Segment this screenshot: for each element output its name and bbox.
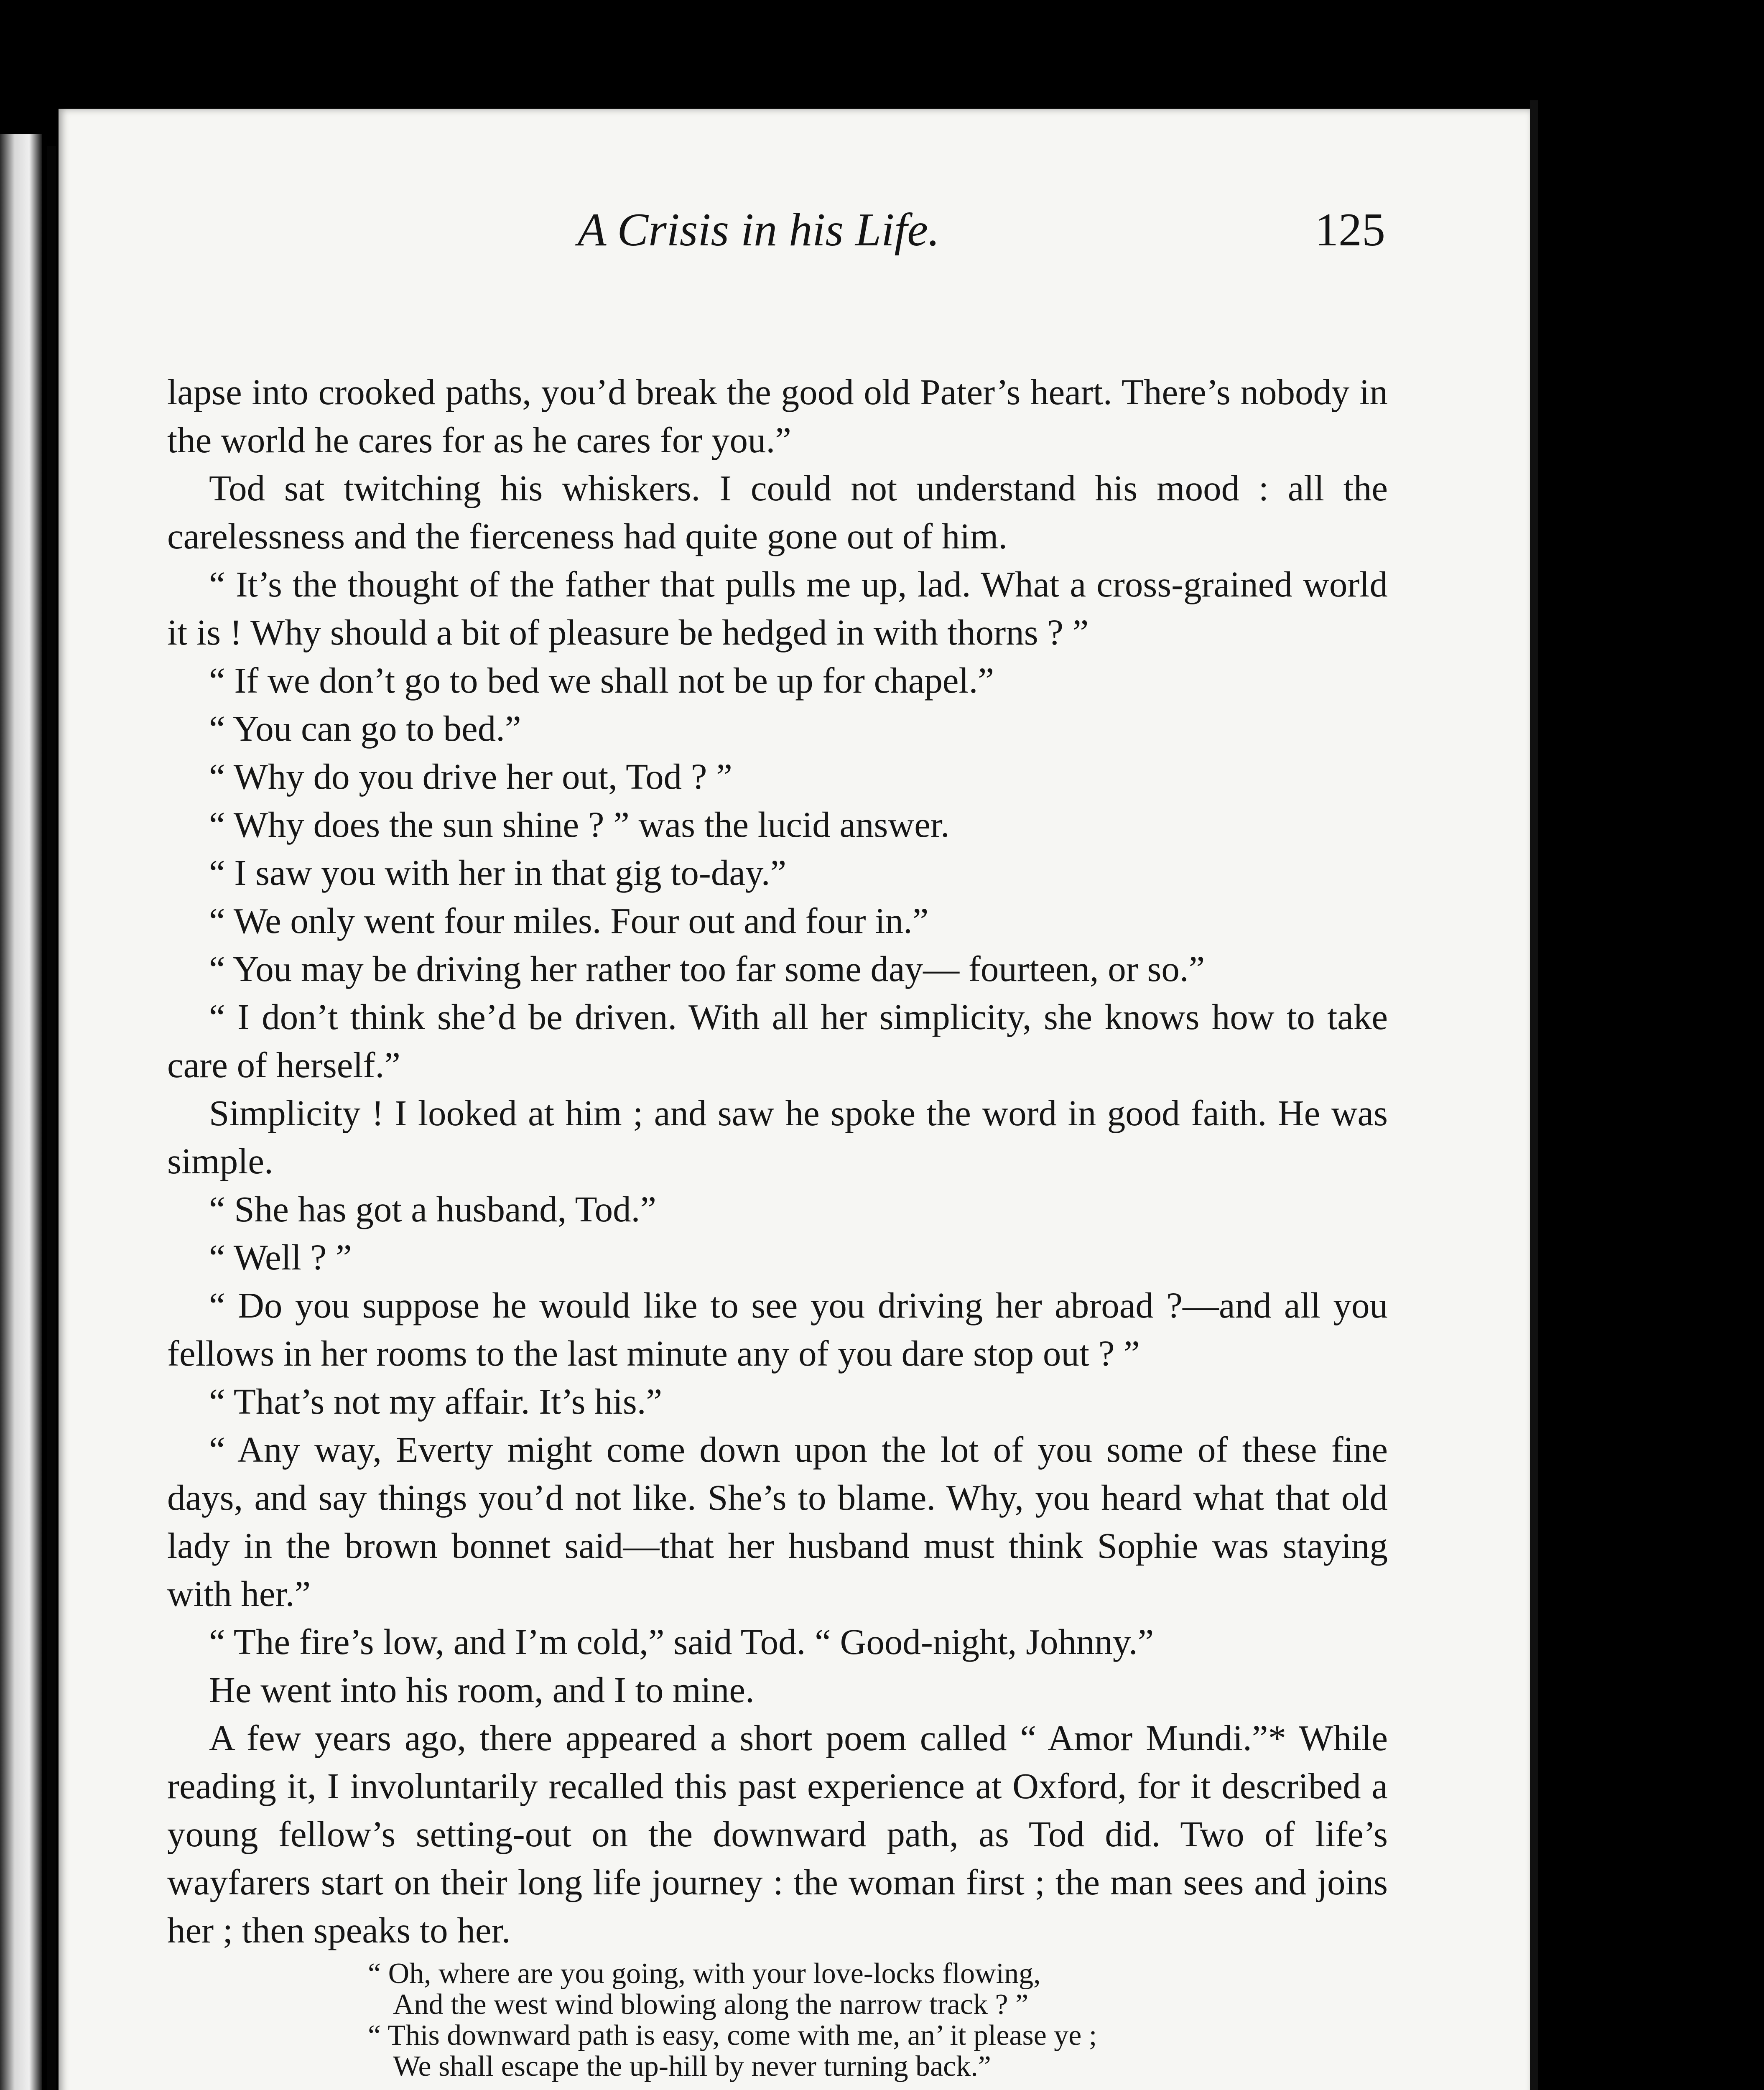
paragraph: “ You can go to bed.” [209, 708, 521, 749]
paragraph: “ The fire’s low, and I’m cold,” said Tod. “ Good-night, Johnny.” [209, 1621, 1154, 1662]
poem-line: “ This downward path is easy, come with me, an’ it please ye ; [368, 2019, 1097, 2052]
running-head-title: A Crisis in his Life. [578, 204, 940, 256]
paragraph: “ Why do you drive her out, Tod ? ” [209, 756, 732, 797]
page-edge-shadow [1530, 100, 1538, 2090]
paragraph: Simplicity ! I looked at him ; and saw he spoke the word in good faith. He was simple. [167, 1093, 1388, 1181]
paragraph: “ If we don’t go to bed we shall not be up for chapel.” [209, 660, 994, 701]
poem-quotation [368, 1958, 1388, 2090]
paragraph: “ It’s the thought of the father that pulls me up, lad. What a cross-grained world it is ! Why should a bit of pleasure be hedged in with thorns ? ” [167, 564, 1388, 652]
poem-stanza [368, 1958, 1388, 2082]
page-number: 125 [1315, 204, 1385, 256]
poem-line: And the west wind blowing along the narrow track ? ” [393, 1988, 1029, 2021]
paragraph: “ We only went four miles. Four out and four in.” [209, 900, 929, 941]
paragraph: He went into his room, and I to mine. [209, 1669, 755, 1710]
facing-page-edge [0, 134, 42, 2090]
paragraph: “ That’s not my affair. It’s his.” [209, 1381, 663, 1422]
paragraph: “ Any way, Everty might come down upon the lot of you some of these fine days, and say things you’d not like. She’s to blame. Why, you heard what that old lady in the brown bonnet said—that her husband must think Sophie was staying with her.” [167, 1429, 1388, 1614]
paragraph: “ Why does the sun shine ? ” was the lucid answer. [209, 804, 950, 845]
paragraph: “ She has got a husband, Tod.” [209, 1189, 656, 1229]
poem-line: “ Oh, where are you going, with your love-locks flowing, [368, 1957, 1041, 1990]
running-head [110, 195, 1385, 262]
gutter [47, 146, 56, 2090]
paragraph: “ Do you suppose he would like to see you driving her abroad ?—and all you fellows in her rooms to the last minute any of you dare stop out ? ” [167, 1285, 1388, 1374]
poem-line: We shall escape the up-hill by never turning back.” [393, 2050, 991, 2082]
paragraph: Tod sat twitching his whiskers. I could not understand his mood : all the carelessness and the fierceness had quite gone out of him. [167, 468, 1388, 556]
paragraph: “ I don’t think she’d be driven. With all her simplicity, she knows how to take care of herself.” [167, 997, 1388, 1085]
paragraph: “ I saw you with her in that gig to-day.” [209, 852, 787, 893]
paragraph: “ Well ? ” [209, 1237, 352, 1277]
paragraph: lapse into crooked paths, you’d break the good old Pater’s heart. There’s nobody in the world he cares for as he cares for you.” [167, 372, 1388, 460]
page-body [167, 368, 1388, 2090]
paragraph: A few years ago, there appeared a short poem called “ Amor Mundi.”* While reading it, I involuntarily recalled this past experience at Oxford, for it described a young fellow’s setting-out on the downward path, as Tod did. Two of life’s wayfarers start on their long life journey : the woman first ; the man sees and joins her ; then speaks to her. [167, 1718, 1388, 1950]
paragraph: “ You may be driving her rather too far some day— fourteen, or so.” [209, 948, 1205, 989]
